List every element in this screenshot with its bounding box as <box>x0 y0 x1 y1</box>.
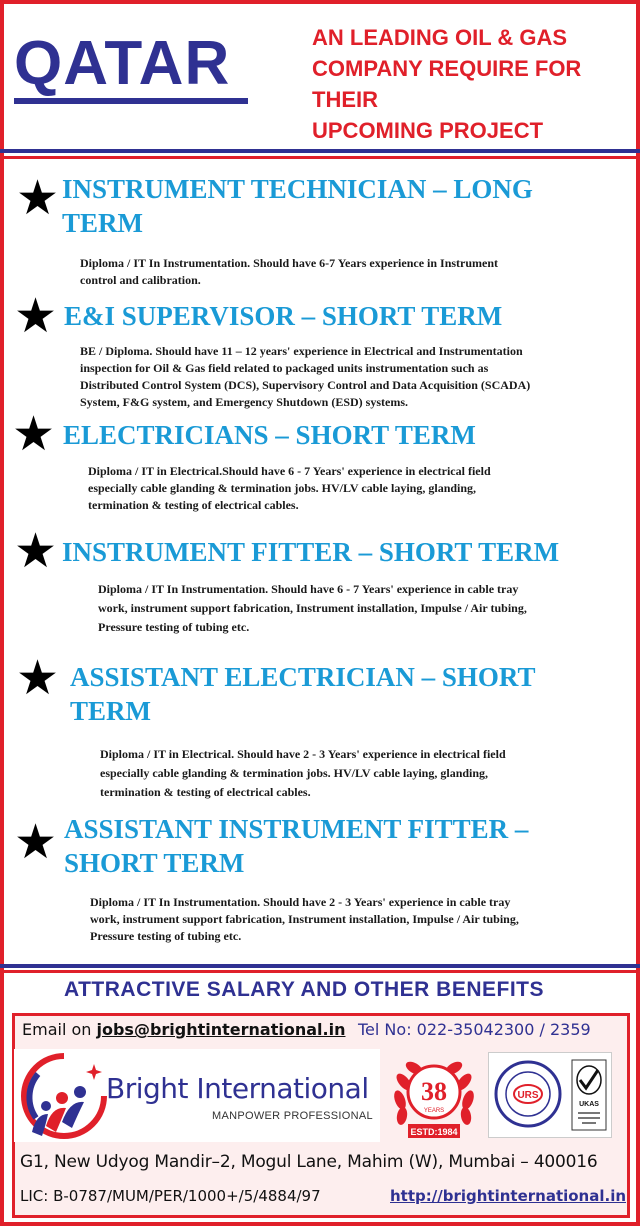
job-title <box>62 172 533 240</box>
job-description <box>90 894 519 945</box>
tagline-line: COMPANY REQUIRE FOR <box>312 56 582 81</box>
job-title <box>62 535 559 569</box>
job-desc-line: Diploma / IT In Instrumentation. Should have 6 - 7 Years' experience in cable tray <box>98 582 519 596</box>
job-desc-line: especially cable glanding & termination jobs. HV/LV cable laying, glanding, <box>88 481 477 495</box>
job-title-line: TERM <box>70 696 151 726</box>
star-icon: ★ <box>14 523 58 579</box>
star-icon: ★ <box>16 650 60 706</box>
job-desc-line: control and calibration. <box>80 273 201 287</box>
star-icon: ★ <box>14 814 58 870</box>
people-logo-icon <box>18 1052 108 1140</box>
job-title-line: INSTRUMENT TECHNICIAN – LONG <box>62 174 533 204</box>
job-description <box>80 255 498 289</box>
ukas-label: UKAS <box>579 1101 599 1108</box>
header-tagline <box>312 22 632 146</box>
job-desc-line: termination & testing of electrical cables. <box>100 785 311 799</box>
cert-mark: URS <box>517 1090 539 1101</box>
job-title <box>64 299 502 333</box>
job-description <box>80 343 530 411</box>
job-desc-line: Distributed Control System (DCS), Supervisory Control and Data Acquisition (SCADA) <box>80 378 531 392</box>
tagline-line: AN LEADING OIL & GAS <box>312 25 568 50</box>
country-title: QATAR <box>14 29 231 98</box>
footer-divider-red <box>0 970 640 973</box>
job-title-line: TERM <box>62 208 143 238</box>
job-title <box>70 660 535 728</box>
country-underline <box>14 98 248 104</box>
job-desc-line: termination & testing of electrical cables. <box>88 498 299 512</box>
website-link[interactable]: http://brightinternational.in <box>390 1187 627 1205</box>
job-title-line: ASSISTANT ELECTRICIAN – SHORT <box>70 662 536 692</box>
star-icon: ★ <box>12 406 56 462</box>
email-link[interactable]: jobs@brightinternational.in <box>96 1020 346 1039</box>
phone-number: Tel No: 022-35042300 / 2359 <box>358 1020 591 1039</box>
job-title-line: ELECTRICIANS – SHORT TERM <box>63 420 476 450</box>
laurel-icon <box>386 1050 482 1142</box>
job-title-line: SHORT TERM <box>64 848 245 878</box>
anniversary-number: 38 <box>421 1077 447 1106</box>
job-desc-line: Pressure testing of tubing etc. <box>98 620 250 634</box>
job-desc-line: work, instrument support fabrication, Instrument installation, Impulse / Air tubing, <box>90 912 519 926</box>
job-title <box>63 418 476 452</box>
established-year: ESTD:1984 <box>410 1127 458 1137</box>
job-title-line: INSTRUMENT FITTER – SHORT TERM <box>62 537 560 567</box>
star-icon: ★ <box>16 170 60 226</box>
brand-subtitle: MANPOWER PROFESSIONAL <box>212 1110 373 1122</box>
brand-name: Bright International <box>106 1072 369 1105</box>
job-description <box>98 580 527 637</box>
job-title <box>64 812 528 880</box>
job-desc-line: Diploma / IT In Instrumentation. Should have 6-7 Years experience in Instrument <box>80 256 499 270</box>
job-desc-line: inspection for Oil & Gas field related to packaged units instrumentation such as <box>80 361 489 375</box>
job-description <box>88 463 491 514</box>
header-divider-red <box>0 156 640 159</box>
header-divider <box>0 149 640 153</box>
job-title-line: E&I SUPERVISOR – SHORT TERM <box>64 301 503 331</box>
tagline-line: UPCOMING PROJECT <box>312 118 544 143</box>
email-label: Email on <box>22 1020 97 1039</box>
job-desc-line: especially cable glanding & termination jobs. HV/LV cable laying, glanding, <box>100 766 489 780</box>
job-desc-line: Diploma / IT In Instrumentation. Should have 2 - 3 Years' experience in cable tray <box>90 895 511 909</box>
tagline-line: THEIR <box>312 87 378 112</box>
job-description <box>100 745 506 802</box>
license-number: LIC: B-0787/MUM/PER/1000+/5/4884/97 <box>20 1187 321 1205</box>
job-desc-line: BE / Diploma. Should have 11 – 12 years' experience in Electrical and Instrumentation <box>80 344 523 358</box>
job-desc-line: Pressure testing of tubing etc. <box>90 929 242 943</box>
job-desc-line: work, instrument support fabrication, Instrument installation, Impulse / Air tubing, <box>98 601 527 615</box>
job-title-line: ASSISTANT INSTRUMENT FITTER – <box>64 814 529 844</box>
urs-seal-icon <box>492 1056 564 1134</box>
footer-divider <box>0 964 640 968</box>
job-desc-line: System, F&G system, and Emergency Shutdown (ESD) systems. <box>80 395 409 409</box>
anniversary-word: YEARS <box>423 1108 445 1114</box>
star-icon: ★ <box>14 288 58 344</box>
office-address: G1, New Udyog Mandir–2, Mogul Lane, Mahim (W), Mumbai – 400016 <box>20 1152 598 1172</box>
job-desc-line: Diploma / IT in Electrical. Should have 2 - 3 Years' experience in electrical field <box>100 747 506 761</box>
anniversary-badge <box>386 1050 482 1142</box>
job-desc-line: Diploma / IT in Electrical.Should have 6 - 7 Years' experience in electrical field <box>88 464 491 478</box>
email-line <box>22 1020 345 1039</box>
ukas-icon <box>570 1058 608 1132</box>
benefits-banner: ATTRACTIVE SALARY AND OTHER BENEFITS <box>64 978 545 1001</box>
